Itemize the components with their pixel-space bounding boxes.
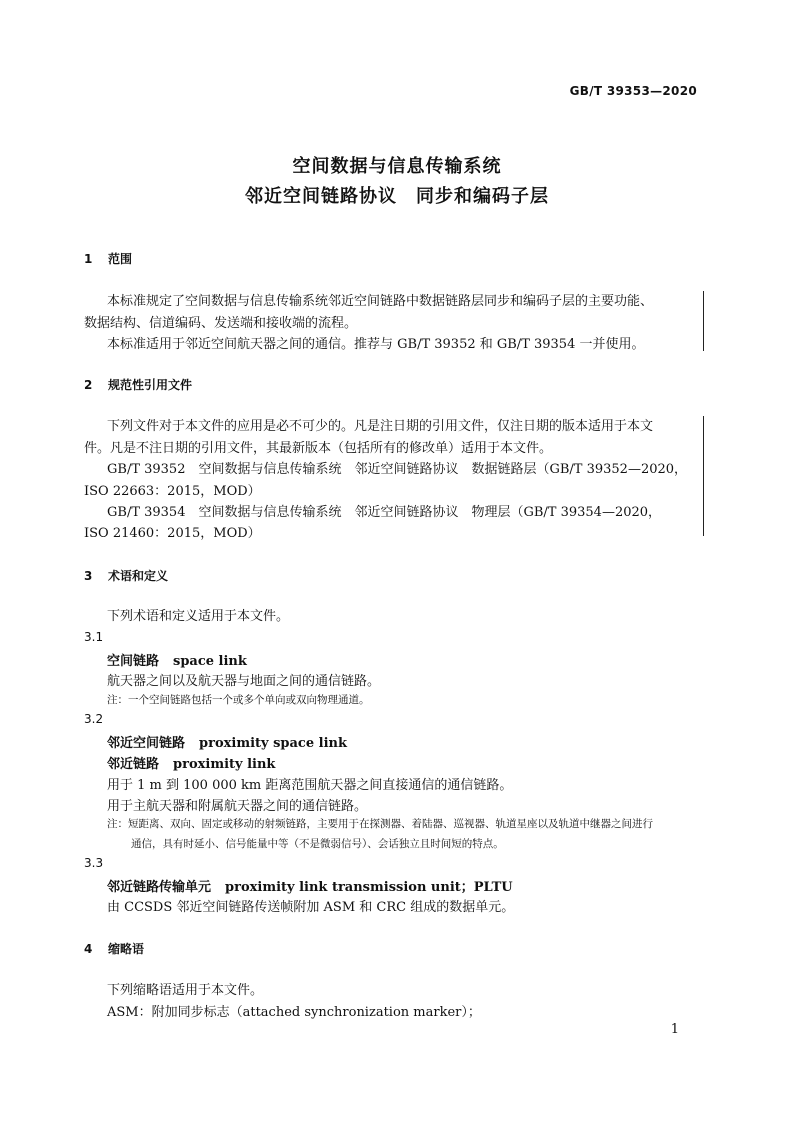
term-3-2-number: 3.2 (84, 712, 104, 726)
term-3-2-b-en: proximity link (173, 757, 276, 772)
section-4-heading (84, 940, 144, 957)
term-3-1 (107, 650, 247, 669)
section-4-title: 缩略语 (108, 942, 145, 956)
term-3-2-a-en: proximity space link (199, 736, 347, 751)
s2-line-1: 下列文件对于本文件的应用是必不可少的。凡是注日期的引用文件，仅注日期的版本适用于本文 (107, 419, 654, 434)
term-3-2-definition-2: 用于主航天器和附属航天器之间的通信链路。 (107, 799, 368, 814)
section-2-number: 2 (84, 378, 93, 392)
term-3-3-number: 3.3 (84, 856, 104, 870)
term-3-2-b-cn: 邻近链路 (107, 757, 160, 772)
section-3-title: 术语和定义 (108, 569, 169, 583)
term-3-1-note: 注：一个空间链路包括一个或多个单向或双向物理通道。 (107, 694, 370, 706)
term-3-1-definition: 航天器之间以及航天器与地面之间的通信链路。 (107, 674, 381, 689)
term-3-2-b (107, 753, 275, 772)
s1-line-1: 本标准规定了空间数据与信息传输系统邻近空间链路中数据链路层同步和编码子层的主要功能、 (107, 294, 654, 309)
s4-abbr-asm: ASM：附加同步标志（attached synchronization marker）； (107, 1005, 481, 1020)
term-3-3 (107, 876, 513, 895)
term-3-2-definition-1: 用于 1 m 到 100 000 km 距离范围航天器之间直接通信的通信链路。 (107, 778, 513, 793)
section-1-title: 范围 (108, 252, 133, 266)
section-2-heading (84, 376, 192, 393)
section-3-number: 3 (84, 569, 93, 583)
s4-intro: 下列缩略语适用于本文件。 (107, 983, 264, 998)
term-3-2-a-cn: 邻近空间链路 (107, 736, 186, 751)
section-4-number: 4 (84, 942, 93, 956)
doc-title-line2: 邻近空间链路协议 同步和编码子层 (245, 186, 549, 207)
s1-line-2: 数据结构、信道编码、发送端和接收端的流程。 (84, 316, 358, 331)
term-3-1-en: space link (173, 654, 247, 669)
section-1-number: 1 (84, 252, 93, 266)
term-3-1-number: 3.1 (84, 630, 104, 644)
change-bar (703, 291, 704, 351)
term-3-3-cn: 邻近链路传输单元 (107, 880, 212, 895)
s2-ref-2: GB/T 39354 空间数据与信息传输系统 邻近空间链路协议 物理层（GB/T 39354—2020， (107, 505, 662, 520)
term-3-2-a (107, 732, 347, 751)
term-3-3-definition: 由 CCSDS 邻近空间链路传送帧附加 ASM 和 CRC 组成的数据单元。 (107, 900, 515, 915)
s2-ref-1: GB/T 39352 空间数据与信息传输系统 邻近空间链路协议 数据链路层（GB/T 39352—2020， (107, 462, 688, 477)
s2-line-2: 件。凡是不注日期的引用文件，其最新版本（包括所有的修改单）适用于本文件。 (84, 441, 553, 456)
term-3-2-note-line-2: 通信，具有时延小、信号能量中等（不是微弱信号）、会话独立且时间短的特点。 (131, 838, 504, 850)
doc-title-line1: 空间数据与信息传输系统 (292, 156, 502, 177)
term-3-3-en: proximity link transmission unit；PLTU (225, 880, 513, 895)
s2-ref-2-cont: ISO 21460：2015，MOD） (84, 526, 261, 541)
section-3-heading (84, 567, 168, 584)
section-1-heading (84, 250, 132, 267)
term-3-2-note-line-1: 注：短距离、双向、固定或移动的射频链路，主要用于在探测器、着陆器、巡视器、轨道星座以及轨道中继器之间进行 (107, 818, 653, 830)
section-2-title: 规范性引用文件 (108, 378, 193, 392)
s3-intro: 下列术语和定义适用于本文件。 (107, 609, 290, 624)
page-number: 1 (670, 1022, 679, 1037)
standard-code: GB/T 39353—2020 (569, 84, 697, 98)
change-bar (703, 416, 704, 536)
term-3-1-cn: 空间链路 (107, 654, 160, 669)
s2-ref-1-cont: ISO 22663：2015，MOD） (84, 484, 261, 499)
s1-line-3: 本标准适用于邻近空间航天器之间的通信。推荐与 GB/T 39352 和 GB/T 39354 一并使用。 (107, 337, 645, 352)
